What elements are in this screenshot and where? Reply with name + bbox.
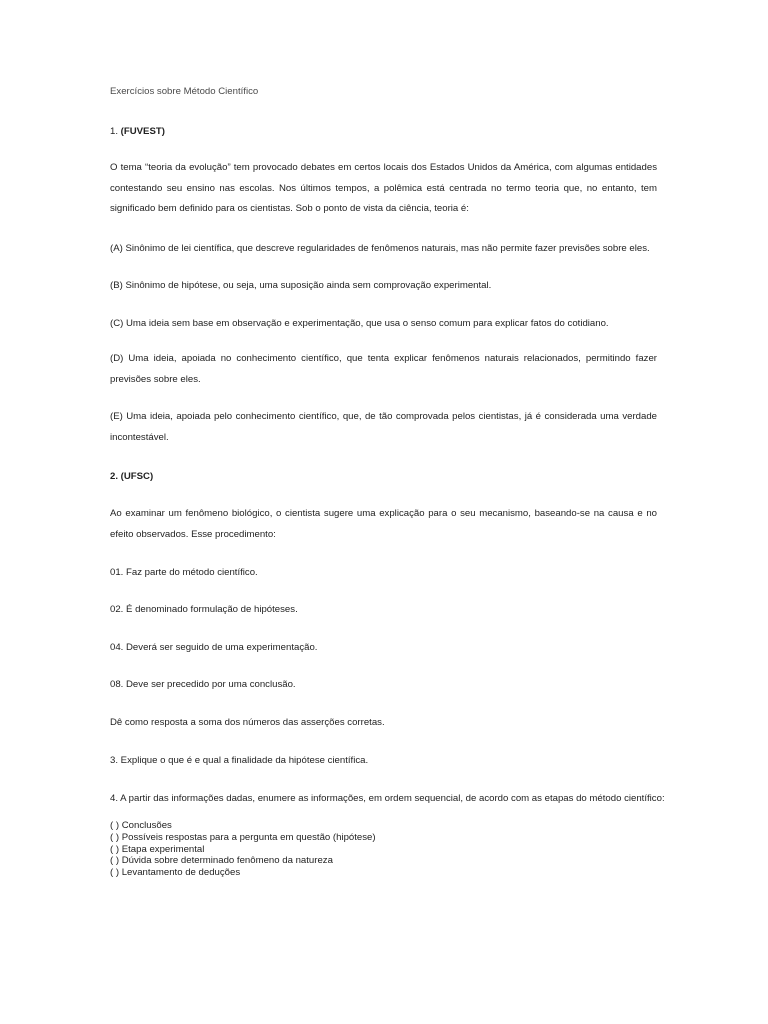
question-2-item-02: 02. É denominado formulação de hipóteses. (110, 604, 298, 615)
question-1-heading (110, 126, 165, 138)
question-1-number: 1. (110, 126, 121, 137)
question-1-option-c: (C) Uma ideia sem base em observação e experimentação, que usa o senso comum para explicar fatos do cotidiano. (110, 318, 609, 329)
question-4-option-hipotese: ( ) Possíveis respostas para a pergunta em questão (hipótese) (110, 831, 376, 843)
question-3-text: 3. Explique o que é e qual a finalidade da hipótese científica. (110, 755, 369, 766)
question-4-options (110, 820, 376, 879)
question-1-option-b: (B) Sinônimo de hipótese, ou seja, uma suposição ainda sem comprovação experimental. (110, 280, 492, 291)
question-1-option-e: (E) Uma ideia, apoiada pelo conhecimento científico, que, de tão comprovada pelos cientistas, já é considerada uma verdade incontestável. (110, 411, 657, 443)
question-4-option-duvida: ( ) Dúvida sobre determinado fenômeno da natureza (110, 855, 333, 867)
question-4-option-deducoes: ( ) Levantamento de deduções (110, 867, 241, 879)
question-4-option-experimental: ( ) Etapa experimental (110, 843, 205, 855)
document-page (110, 0, 665, 1024)
question-2-stem: Ao examinar um fenômeno biológico, o cientista sugere uma explicação para o seu mecanismo, baseando-se na causa e no efeito observados. Esse procedimento: (110, 508, 657, 540)
question-2-heading: 2. (UFSC) (110, 471, 154, 482)
document-title: Exercícios sobre Método Científico (110, 86, 259, 97)
question-4-text: 4. A partir das informações dadas, enumere as informações, em ordem sequencial, de acordo com as etapas do método científico: (110, 793, 665, 804)
question-2-item-01: 01. Faz parte do método científico. (110, 567, 258, 578)
question-2-item-04: 04. Deverá ser seguido de uma experimentação. (110, 642, 318, 653)
question-1-option-d: (D) Uma ideia, apoiada no conhecimento científico, que tenta explicar fenômenos naturais relacionados, permitindo fazer previsões sobre eles. (110, 353, 657, 385)
question-1-source: (FUVEST) (120, 126, 165, 137)
question-1-stem: O tema “teoria da evolução” tem provocado debates em certos locais dos Estados Unidos da América, com algumas entidades contestando seu ensino nas escolas. Nos últimos tempos, a polêmica está centrada no termo teoria que, no entanto, tem significado bem definido para os cientistas. Sob o ponto de vista da ciência, teoria é: (110, 162, 657, 214)
question-2-item-08: 08. Deve ser precedido por uma conclusão. (110, 679, 296, 690)
question-4-option-conclusoes: ( ) Conclusões (110, 820, 172, 831)
question-1-option-a: (A) Sinônimo de lei científica, que descreve regularidades de fenômenos naturais, mas não permite fazer previsões sobre eles. (110, 243, 650, 254)
question-2-instruction: Dê como resposta a soma dos números das asserções corretas. (110, 717, 385, 728)
